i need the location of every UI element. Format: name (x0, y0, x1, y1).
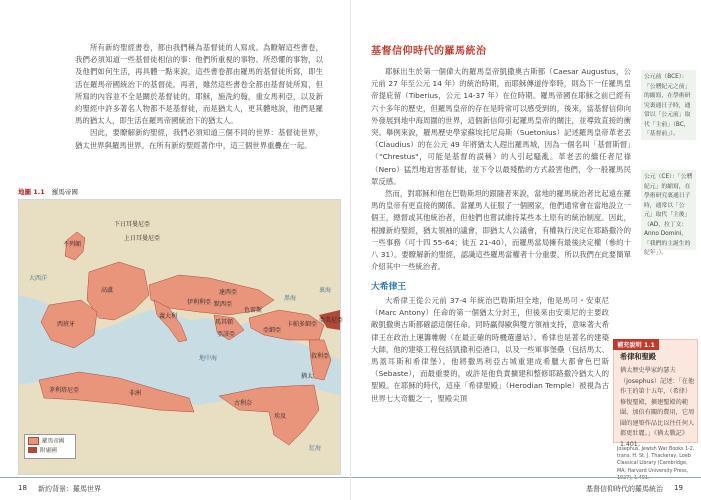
left-paragraph-1: 所有新約聖經書卷，都由我們稱為基督徒的人寫成。為瞭解這些書卷，我們必須知道一些基督徒相信的事：他們所重視的事物、所恐懼的事物，以及他們如何生活，再具體一點來說，這些書卷都由羅馬的基督徒所寫，即生活在羅馬帝國統治下的基督徒。再者，雖然這些書卷全都由基督徒所寫，但所寫的內容並不全是關於基督徒的。耶穌，施洗約翰，重女馬利亞，以及新約聖經中許多著名人物都不是基督徒，而是猶太人，更其體地說，他們是羅馬的猶太人，即生活在羅馬帝國統治下的猶太人。 (75, 43, 323, 126)
left-running-title: 新約背景：羅馬世界 (38, 485, 101, 493)
place-label: 敘利亞 (311, 353, 330, 360)
right-page-number: 19 (674, 484, 683, 492)
place-label: 義大利 (159, 313, 178, 320)
sidebar-source: Josephus, Jewish War Books 1-2, trans. H. St. J. Thackeray, Loeb Classical Library (Cambridge, MA: Harvard University Press, 1927), 1.401. (617, 447, 695, 481)
right-body-text (371, 66, 631, 273)
place-label: 達西亞 (219, 289, 238, 296)
left-paragraph-2: 因此，要瞭解新約聖經，我們必須知道三個不同的世界：基督徒世界，猶太世界與羅馬世界。在所有新約聖經著作中，這三個世界重疊在一起。 (75, 128, 323, 150)
right-paragraph-1: 耶穌出生於第一個偉大的羅馬皇帝凱撒奧古斯都（Caesar Augustus，公元前 27 年至公元 14 年）的統治時期，而耶穌傳道侍奉時，則為下一任羅馬皇帝提庇留（Tiberius，公元 14-37 年）在位時期。羅馬帝國在耶穌之前已經有六十多年的歷史，但羅馬皇帝的存在是時常可以感受到的，後來，當基督信仰向外發展到地中海周圍的世界，這個新信仰引起羅馬皇帝的關注，並導致直接的衝突。舉例來說，羅馬歷史學家蘇埃托尼烏斯（Suetonius）記述羅馬皇帝革老丟（Claudius）的在公元 49 年將猶太人趕出羅馬城，因為一個名叫「基督斯督」（"Chrestus"，可能是基督的誤稱）的人引起騷亂。革老丟的繼任者尼祿（Nero）猛烈地迫害基督徒，並下令以最殘酷的方式殺害他們，令一般羅馬民眾反感。 (371, 67, 631, 186)
left-body-text (75, 42, 323, 152)
legend-label: 附庸國 (40, 447, 57, 454)
subheading-herod: 大希律王 (371, 282, 407, 292)
sidebar-body: 猶太歷史學家約瑟夫（Josephus）記述：「在他作王的第十五年，（希律）修復聖殿，擴建聖殿的範圍，加倍有關的費用，它周圍的建築作品比以往任何人都更壯麗。」《猶太戰記》1.401。 (620, 367, 695, 448)
left-page-number: 18 (18, 484, 27, 492)
place-label: 不列顛 (63, 241, 82, 248)
place-label: 默西亞 (214, 301, 233, 308)
right-page (350, 0, 700, 500)
sidebar-title: 希律和聖殿 (620, 352, 656, 361)
sea-caspian: 裏海 (319, 287, 332, 294)
place-label: 色雷斯 (244, 307, 263, 314)
place-label: 下日耳曼尼亞 (114, 221, 151, 228)
place-label: 高盧 (101, 287, 114, 294)
herod-paragraph: 大希律王從公元前 37-4 年統治巴勒斯坦全地，他是馬可・安東尼（Marc Antony）任命的第一個猶太分封王，但後來由安東尼的主要政敵凱撒奧古斯都確認這個任命。同時贏得歐與雙方領袖支持，意味著大希律王在政治上運籌帷幄（在最正確的時機選邊站）。希律也是著名的建築大師，他的建築工程包括凱撒利亞港口，以及一些軍事堡壘（包括馬太、馬蓋耳斯和希律堡）。他將撒馬利亞古城重建成希臘大都會色巴斯（Sebaste），而最重要的，或許是他負責擴建和整修耶路撒冷猶太人的聖殿。在耶穌的時代，這座「希律聖殿」（Herodian Temple）被視為古世界七大奇觀之一，聖殿尖頂 (371, 296, 609, 403)
map-svg (19, 200, 344, 474)
glossary-bce: 公元前（BCE）：「公曆紀元之前」的縮寫，在學術研究裏通日子時，通常以「公元前」取代「主前」（BC，「基督前」）。 (641, 70, 696, 140)
sea-mediterranean: 地中海 (199, 355, 218, 362)
sidebar-box (613, 339, 698, 448)
section-title: 基督信仰時代的羅馬統治 (371, 46, 487, 57)
legend-swatch (28, 437, 39, 445)
left-footer (0, 477, 350, 499)
map-legend (24, 434, 76, 459)
map-caption (18, 187, 78, 196)
sidebar-tag: 補充說明 1.1 (613, 339, 659, 350)
sea-red: 紅海 (309, 445, 322, 452)
place-label: 亞美尼亞 (319, 317, 344, 324)
legend-label: 羅馬帝國 (42, 438, 65, 445)
place-label: 伊利利亞 (187, 299, 212, 306)
map-caption-title: 羅馬帝國 (51, 188, 78, 196)
herod-body-text (371, 295, 609, 405)
right-running-title: 基督信仰時代的羅馬統治 (586, 485, 663, 493)
place-label: 上日耳曼尼亞 (124, 235, 161, 242)
sea-black: 黑海 (284, 295, 297, 302)
map-caption-number: 地圖 1.1 (18, 188, 45, 196)
right-paragraph-2: 然而，對耶穌和他在巴勒斯坦的跟隨者來說，當地的羅馬統治者比起遠在羅馬的皇帝有更直接的關係。當羅馬人征服了一個國家，他們通常會在當地設立一個王，總督或其他統治者，但他們也嘗試維持某些本土原有的統治制度。因此，根據新約聖經，猶太領袖的議會，即猶太人公議會，有權執行決定在耶路撒冷的一些事務（可十四 55-64；徒五 21-40），而羅馬當局擁有最後決定權（參約十八 31）。要瞭解新約聖經，認識這些羅馬當權者十分重要，所以我們在此要簡單介紹其中一些統治者。 (371, 189, 631, 272)
place-label: 非洲 (129, 390, 142, 397)
glossary-ce: 公元（CE）：「公曆紀元」的縮寫，在學術研究裏通日子時，通常以「公元」取代「主後」（AD，拉丁文：Anno Domini，「我們的主誕生的紀年」）。 (641, 170, 696, 250)
place-label: 亞細亞 (263, 327, 282, 334)
legend-swatch (28, 447, 37, 453)
place-label: 亞該亞 (217, 331, 236, 338)
place-label: 茅利塔尼亞 (49, 387, 80, 394)
left-page (0, 0, 350, 500)
place-label: 馬其頓 (215, 319, 234, 326)
place-label: 猶太 (301, 373, 314, 380)
place-label: 埃及 (274, 413, 287, 420)
right-footer (351, 477, 701, 499)
place-label: 西班牙 (57, 321, 76, 328)
place-label: 卡帕多細亞 (287, 321, 318, 328)
legend-item-empire (28, 437, 72, 447)
legend-item-client (28, 447, 72, 456)
place-label: 古利奈 (234, 400, 253, 407)
sea-atlantic: 大西洋 (29, 275, 48, 282)
